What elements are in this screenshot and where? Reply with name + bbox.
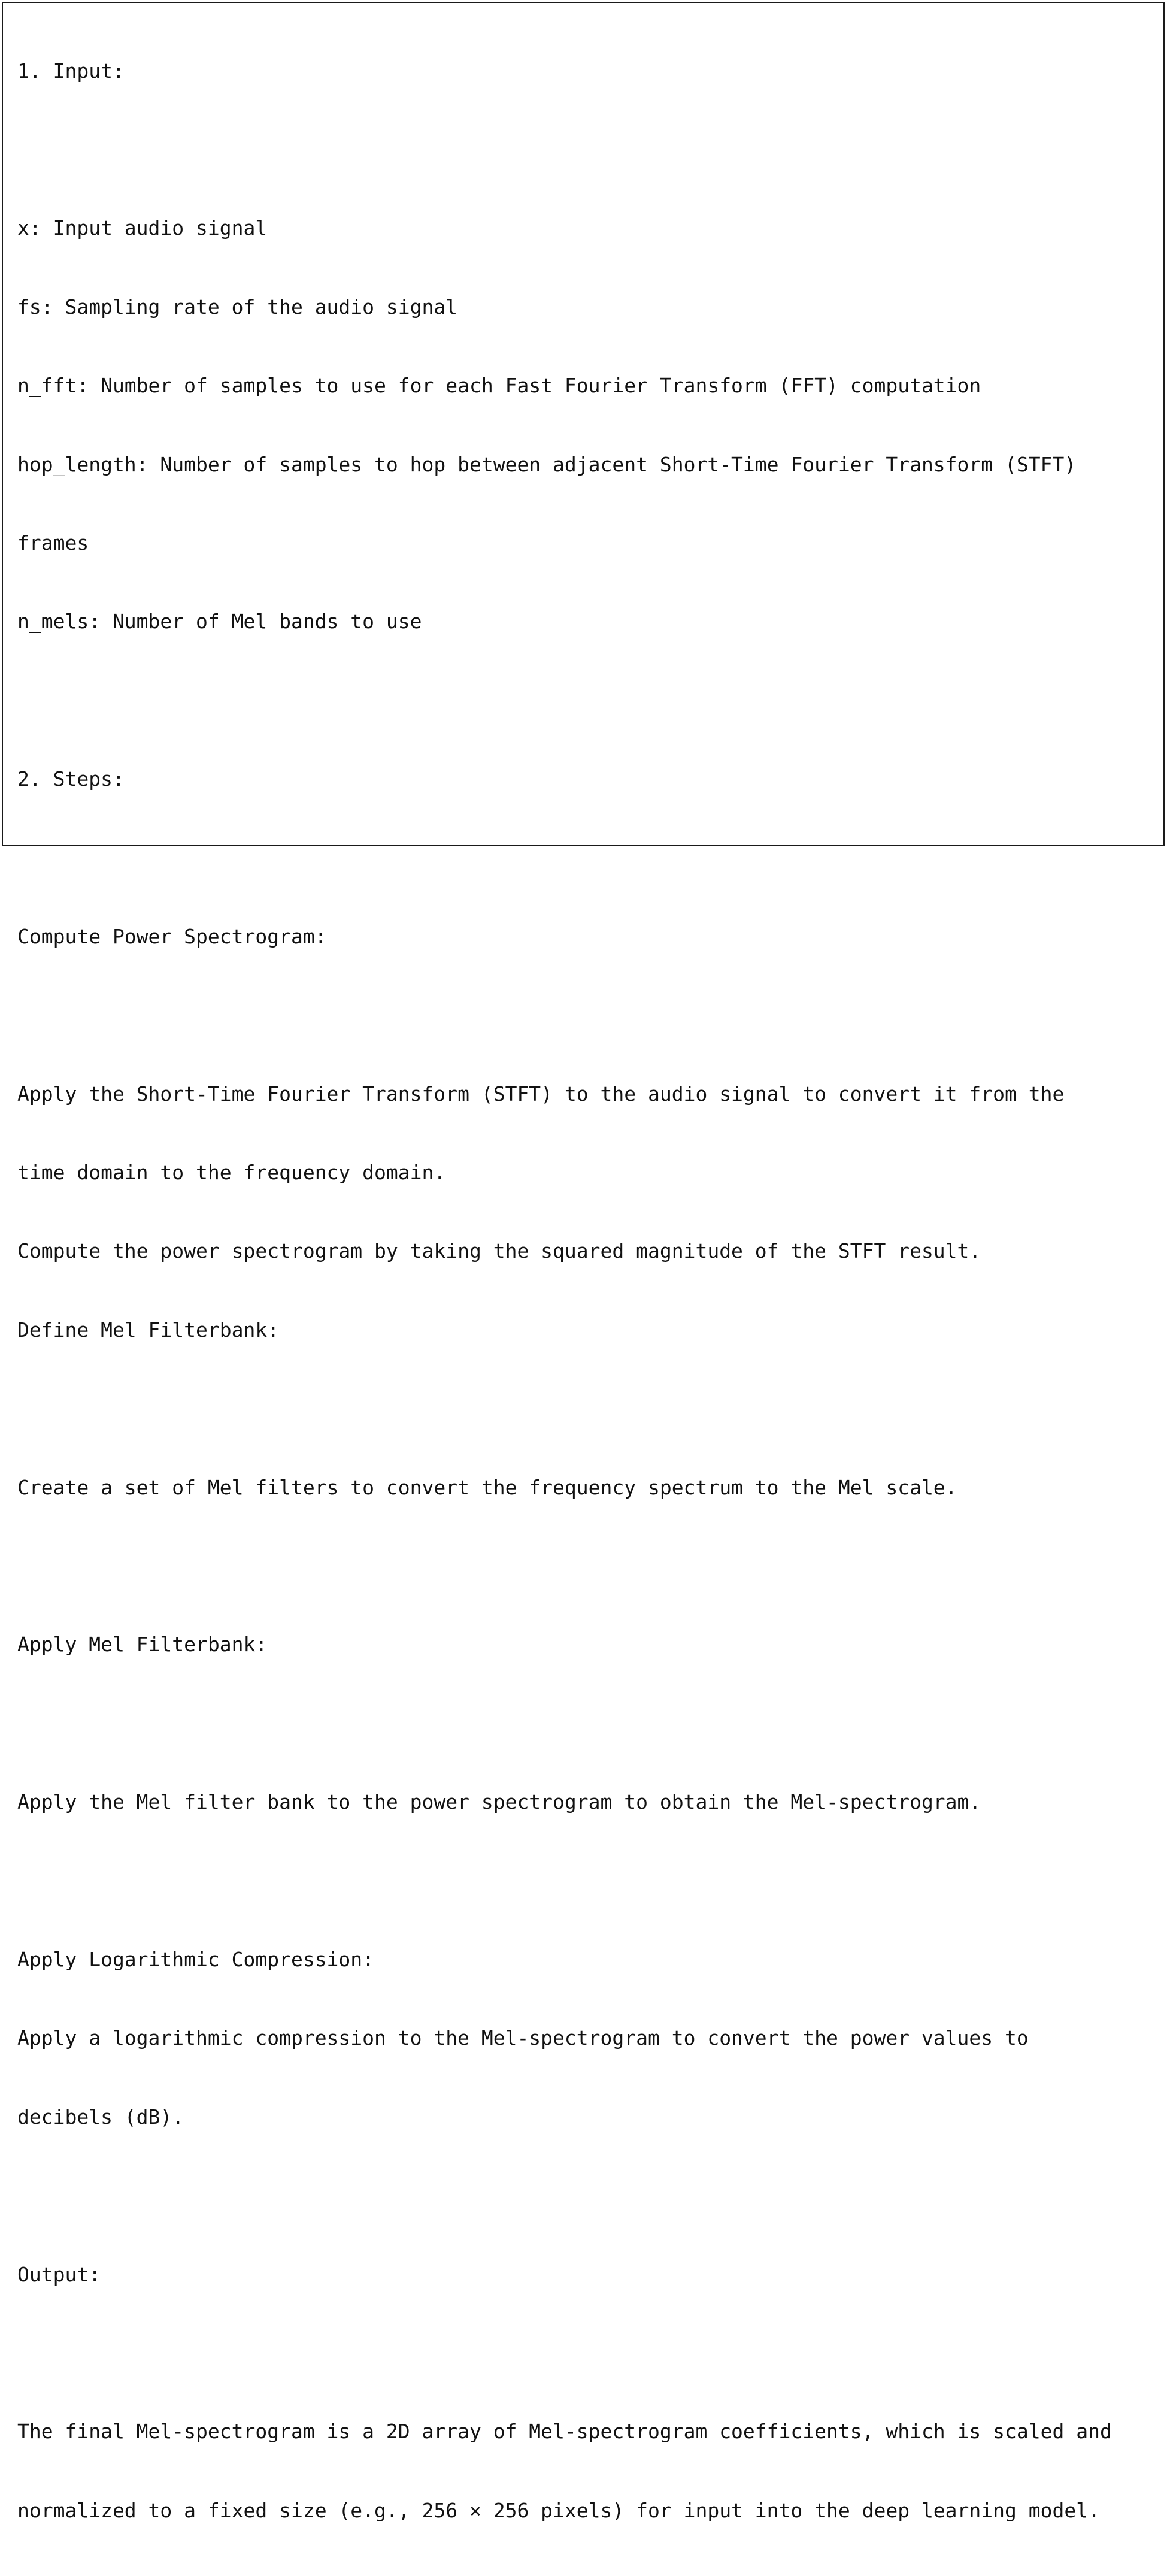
blank-line xyxy=(17,1711,1157,1737)
blank-line xyxy=(17,1002,1157,1028)
step-log-compression-desc-cont: decibels (dB). xyxy=(17,2105,184,2129)
input-heading: 1. Input: xyxy=(17,59,125,83)
blank-line xyxy=(17,2183,1157,2209)
param-n-fft: n_fft: Number of samples to use for each Fast Fourier Transform (FFT) computation xyxy=(17,374,981,398)
step-power-spectrogram-title: Compute Power Spectrogram: xyxy=(17,924,327,948)
algorithm-text xyxy=(17,5,1157,2576)
blank-line xyxy=(17,1396,1157,1422)
param-x: x: Input audio signal xyxy=(17,216,268,240)
param-hop-length: hop_length: Number of samples to hop between adjacent Short-Time Fourier Transform (STFT) xyxy=(17,452,1077,476)
output-heading: Output: xyxy=(17,2262,101,2286)
step-stft-desc-cont: time domain to the frequency domain. xyxy=(17,1161,446,1185)
steps-heading: 2. Steps: xyxy=(17,767,125,791)
blank-line xyxy=(17,2340,1157,2366)
blank-line xyxy=(17,688,1157,714)
blank-line xyxy=(17,137,1157,163)
blank-line xyxy=(17,845,1157,871)
step-mel-filterbank-title: Define Mel Filterbank: xyxy=(17,1318,280,1342)
param-hop-length-cont: frames xyxy=(17,531,89,555)
step-apply-mel-title: Apply Mel Filterbank: xyxy=(17,1633,268,1657)
blank-line xyxy=(17,1868,1157,1894)
step-apply-mel-desc: Apply the Mel filter bank to the power spectrogram to obtain the Mel-spectrogram. xyxy=(17,1790,981,1814)
output-desc: The final Mel-spectrogram is a 2D array of Mel-spectrogram coefficients, which is scaled and xyxy=(17,2420,1112,2444)
step-log-compression-title: Apply Logarithmic Compression: xyxy=(17,1947,375,1971)
output-desc-cont: normalized to a fixed size (e.g., 256 × 256 pixels) for input into the deep learning model. xyxy=(17,2498,1100,2522)
param-n-mels: n_mels: Number of Mel bands to use xyxy=(17,610,422,634)
blank-line xyxy=(17,1553,1157,1579)
step-mel-filterbank-desc: Create a set of Mel filters to convert the frequency spectrum to the Mel scale. xyxy=(17,1475,957,1499)
step-stft-desc: Apply the Short-Time Fourier Transform (STFT) to the audio signal to convert it from the xyxy=(17,1082,1065,1106)
document-frame xyxy=(2,2,1165,2522)
step-power-desc: Compute the power spectrogram by taking the squared magnitude of the STFT result. xyxy=(17,1239,981,1263)
param-fs: fs: Sampling rate of the audio signal xyxy=(17,295,458,319)
step-log-compression-desc: Apply a logarithmic compression to the Mel-spectrogram to convert the power values to xyxy=(17,2026,1029,2050)
